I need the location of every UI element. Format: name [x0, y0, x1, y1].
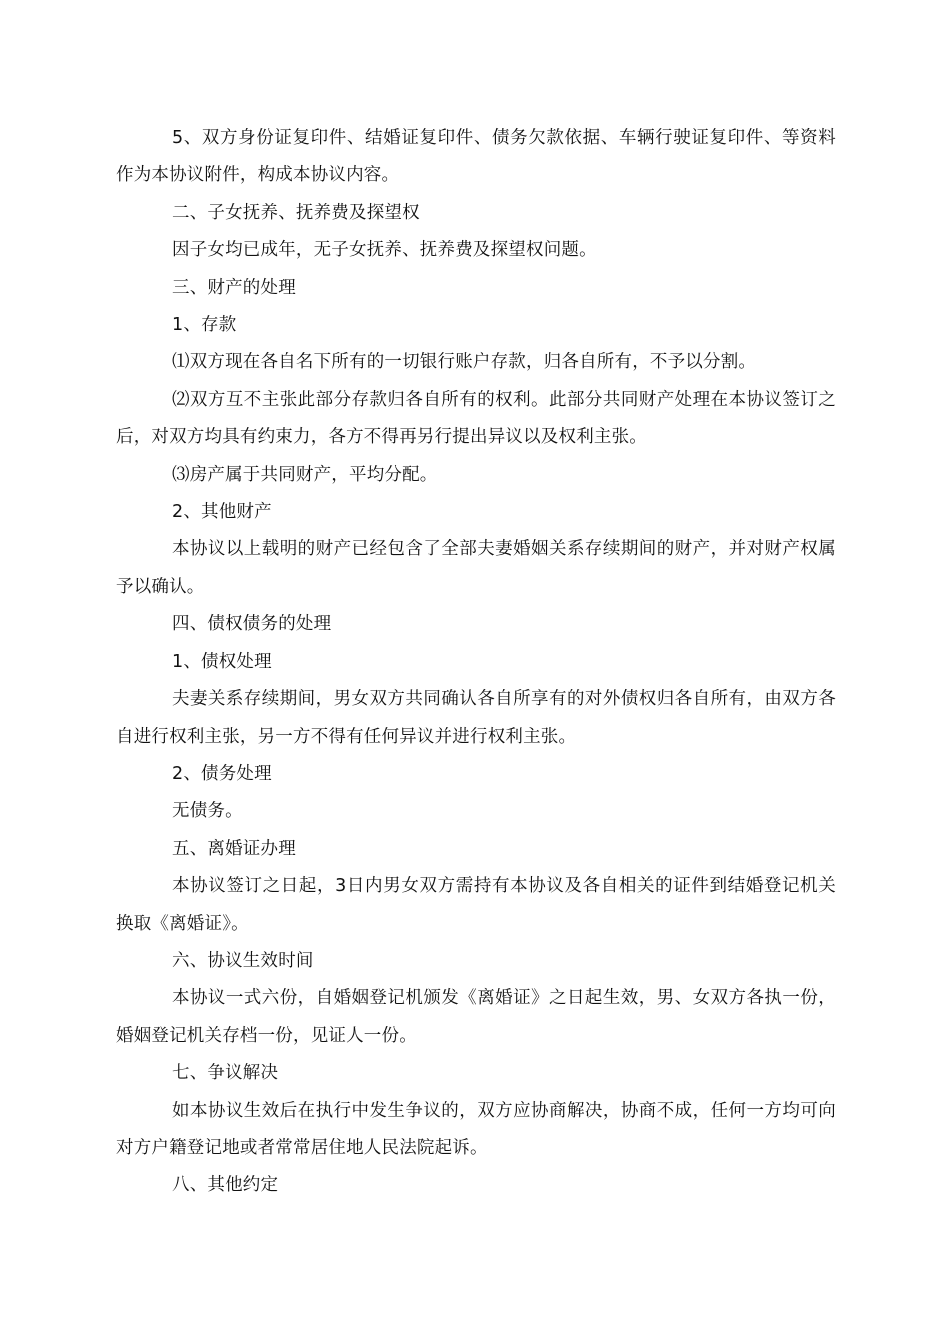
section-heading-children: 二、子女抚养、抚养费及探望权 — [172, 202, 420, 223]
paragraph-no-debt: 无债务。 — [172, 801, 243, 822]
subheading-other-property: 2、其他财产 — [172, 502, 272, 523]
subheading-debt-handling: 2、债务处理 — [172, 763, 272, 784]
paragraph-attachments: 5、双方身份证复印件、结婚证复印件、债务欠款依据、车辆行驶证复印件、等资料作为本协议附件，构成本协议内容。 — [116, 128, 836, 186]
subheading-deposits: 1、存款 — [172, 315, 237, 336]
section-heading-debts: 四、债权债务的处理 — [172, 614, 332, 635]
document-body — [116, 120, 836, 1205]
subheading-claims: 1、债权处理 — [172, 651, 272, 672]
paragraph-effective: 本协议一式六份，自婚姻登记机颁发《离婚证》之日起生效，男、女双方各执一份，婚姻登记机关存档一份，见证人一份。 — [116, 988, 836, 1046]
paragraph-disputes: 如本协议生效后在执行中发生争议的，双方应协商解决，协商不成，任何一方均可向对方户籍登记地或者常常居住地人民法院起诉。 — [116, 1100, 836, 1158]
paragraph-deposit-item-2: ⑵双方互不主张此部分存款归各自所有的权利。此部分共同财产处理在本协议签订之后，对双方均具有约束力，各方不得再另行提出异议以及权利主张。 — [116, 389, 836, 448]
paragraph-deposit-item-1: ⑴双方现在各自名下所有的一切银行账户存款，归各自所有，不予以分割。 — [172, 352, 757, 373]
section-heading-other-terms: 八、其他约定 — [172, 1175, 279, 1196]
paragraph-deposit-item-3: ⑶房产属于共同财产，平均分配。 — [172, 464, 438, 485]
paragraph-other-property: 本协议以上载明的财产已经包含了全部夫妻婚姻关系存续期间的财产，并对财产权属予以确认。 — [116, 539, 836, 597]
section-heading-property: 三、财产的处理 — [172, 277, 296, 298]
section-heading-disputes: 七、争议解决 — [172, 1063, 279, 1084]
paragraph-claims: 夫妻关系存续期间，男女双方共同确认各自所享有的对外债权归各自所有，由双方各自进行权利主张，另一方不得有任何异议并进行权利主张。 — [116, 689, 836, 747]
paragraph-children: 因子女均已成年，无子女抚养、抚养费及探望权问题。 — [172, 240, 597, 261]
section-heading-certificate: 五、离婚证办理 — [172, 838, 296, 859]
paragraph-certificate: 本协议签订之日起，3日内男女双方需持有本协议及各自相关的证件到结婚登记机关换取《离婚证》。 — [116, 876, 836, 934]
section-heading-effective: 六、协议生效时间 — [172, 950, 314, 971]
